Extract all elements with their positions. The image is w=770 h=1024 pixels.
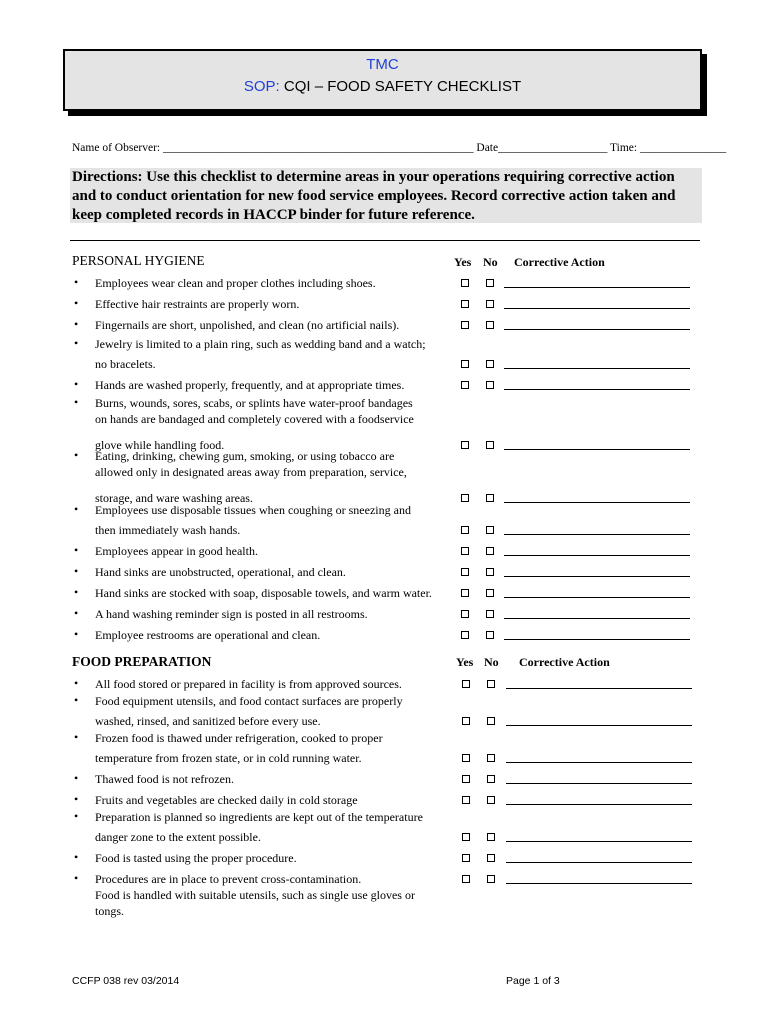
sop-title — [65, 78, 700, 95]
bullet-icon: • — [74, 275, 79, 289]
ph-item-6-line-2: on hands are bandaged and completely covered with a foodservice — [95, 412, 414, 426]
fp-item-2-corrective-action-field[interactable] — [506, 725, 692, 726]
ph-item-13-corrective-action-field[interactable] — [504, 639, 690, 640]
fp-item-4-no-checkbox[interactable] — [487, 775, 495, 783]
ph-item-8-no-checkbox[interactable] — [486, 526, 494, 534]
time-field[interactable]: Time: _______________ — [610, 142, 727, 154]
sop-label: SOP: — [243, 78, 280, 95]
ph-item-13-yes-checkbox[interactable] — [461, 631, 469, 639]
ph-item-3-no-checkbox[interactable] — [486, 321, 494, 329]
fp-item-5-corrective-action-field[interactable] — [506, 804, 692, 805]
bullet-icon: • — [74, 606, 79, 620]
bullet-icon: • — [74, 809, 79, 823]
directions-line-2: and to conduct orientation for new food service employees. Record corrective action taken and — [72, 188, 676, 204]
ph-item-6-line-1: Burns, wounds, sores, scabs, or splints have water-proof bandages — [95, 396, 413, 410]
bullet-icon: • — [74, 395, 79, 409]
ph-item-12-no-checkbox[interactable] — [486, 610, 494, 618]
col-head-no: No — [483, 255, 498, 269]
section-title-personal-hygiene: PERSONAL HYGIENE — [72, 253, 205, 268]
ph-item-3-yes-checkbox[interactable] — [461, 321, 469, 329]
page-number: Page 1 of 3 — [506, 975, 560, 987]
title-box — [63, 49, 702, 111]
ph-item-5-corrective-action-field[interactable] — [504, 389, 690, 390]
col-head-corrective-action-2: Corrective Action — [519, 655, 610, 669]
ph-item-11-yes-checkbox[interactable] — [461, 589, 469, 597]
ph-item-6-line-3: glove while handling food. — [95, 438, 225, 452]
fp-item-7-corrective-action-field[interactable] — [506, 862, 692, 863]
ph-item-13-line-1: Employee restrooms are operational and clean. — [95, 628, 321, 642]
fp-item-2-no-checkbox[interactable] — [487, 717, 495, 725]
bullet-icon: • — [74, 676, 79, 690]
bullet-icon: • — [74, 771, 79, 785]
fp-item-7-line-1: Food is tasted using the proper procedure. — [95, 851, 297, 865]
form-id: CCFP 038 rev 03/2014 — [72, 975, 180, 987]
bullet-icon: • — [74, 871, 79, 885]
fp-item-5-no-checkbox[interactable] — [487, 796, 495, 804]
ph-item-13-no-checkbox[interactable] — [486, 631, 494, 639]
ph-item-5-yes-checkbox[interactable] — [461, 381, 469, 389]
ph-item-6-corrective-action-field[interactable] — [504, 449, 690, 450]
directions-block — [70, 168, 702, 223]
ph-item-9-yes-checkbox[interactable] — [461, 547, 469, 555]
fp-item-1-no-checkbox[interactable] — [487, 680, 495, 688]
ph-item-4-corrective-action-field[interactable] — [504, 368, 690, 369]
ph-item-9-no-checkbox[interactable] — [486, 547, 494, 555]
bullet-icon: • — [74, 502, 79, 516]
ph-item-1-line-1: Employees wear clean and proper clothes including shoes. — [95, 276, 376, 290]
fp-item-3-no-checkbox[interactable] — [487, 754, 495, 762]
observer-line — [72, 142, 726, 154]
ph-item-7-line-2: allowed only in designated areas away from preparation, service, — [95, 465, 407, 479]
ph-item-4-no-checkbox[interactable] — [486, 360, 494, 368]
sop-title-text: CQI – FOOD SAFETY CHECKLIST — [283, 78, 522, 95]
fp-item-5-yes-checkbox[interactable] — [462, 796, 470, 804]
fp-item-6-line-2: danger zone to the extent possible. — [95, 830, 261, 844]
fp-item-8-yes-checkbox[interactable] — [462, 875, 470, 883]
fp-item-6-no-checkbox[interactable] — [487, 833, 495, 841]
ph-item-5-no-checkbox[interactable] — [486, 381, 494, 389]
col-head-corrective-action: Corrective Action — [514, 255, 605, 269]
fp-item-1-line-1: All food stored or prepared in facility is from approved sources. — [95, 677, 402, 691]
bullet-icon: • — [74, 296, 79, 310]
ph-item-2-corrective-action-field[interactable] — [504, 308, 690, 309]
ph-item-10-corrective-action-field[interactable] — [504, 576, 690, 577]
ph-item-7-no-checkbox[interactable] — [486, 494, 494, 502]
ph-item-3-line-1: Fingernails are short, unpolished, and clean (no artificial nails). — [95, 318, 400, 332]
ph-item-1-corrective-action-field[interactable] — [504, 287, 690, 288]
ph-item-7-line-3: storage, and ware washing areas. — [95, 491, 253, 505]
fp-item-3-line-2: temperature from frozen state, or in cold running water. — [95, 751, 362, 765]
bullet-icon: • — [74, 564, 79, 578]
fp-item-6-yes-checkbox[interactable] — [462, 833, 470, 841]
bullet-icon: • — [74, 377, 79, 391]
fp-item-8-line-3: tongs. — [95, 904, 125, 918]
divider — [70, 240, 700, 241]
ph-item-11-corrective-action-field[interactable] — [504, 597, 690, 598]
col-head-no-2: No — [484, 655, 499, 669]
fp-item-3-line-1: Frozen food is thawed under refrigeration, cooked to proper — [95, 731, 383, 745]
ph-item-9-line-1: Employees appear in good health. — [95, 544, 258, 558]
ph-item-11-no-checkbox[interactable] — [486, 589, 494, 597]
ph-item-2-yes-checkbox[interactable] — [461, 300, 469, 308]
observer-name-field[interactable]: Name of Observer: ______________________________________________________ — [72, 142, 474, 154]
fp-item-6-line-1: Preparation is planned so ingredients are kept out of the temperature — [95, 810, 423, 824]
fp-item-3-yes-checkbox[interactable] — [462, 754, 470, 762]
bullet-icon: • — [74, 693, 79, 707]
ph-item-2-line-1: Effective hair restraints are properly worn. — [95, 297, 300, 311]
org-title: TMC — [366, 56, 399, 73]
fp-item-8-line-2: Food is handled with suitable utensils, such as single use gloves or — [95, 888, 415, 902]
col-head-yes: Yes — [454, 255, 472, 269]
bullet-icon: • — [74, 850, 79, 864]
col-head-yes-2: Yes — [456, 655, 474, 669]
ph-item-12-line-1: A hand washing reminder sign is posted in all restrooms. — [95, 607, 368, 621]
ph-item-3-corrective-action-field[interactable] — [504, 329, 690, 330]
bullet-icon: • — [74, 792, 79, 806]
fp-item-4-corrective-action-field[interactable] — [506, 783, 692, 784]
ph-item-1-no-checkbox[interactable] — [486, 279, 494, 287]
ph-item-7-yes-checkbox[interactable] — [461, 494, 469, 502]
ph-item-2-no-checkbox[interactable] — [486, 300, 494, 308]
bullet-icon: • — [74, 730, 79, 744]
fp-item-1-corrective-action-field[interactable] — [506, 688, 692, 689]
ph-item-4-line-2: no bracelets. — [95, 357, 156, 371]
fp-item-5-line-1: Fruits and vegetables are checked daily in cold storage — [95, 793, 358, 807]
fp-item-4-yes-checkbox[interactable] — [462, 775, 470, 783]
ph-item-12-corrective-action-field[interactable] — [504, 618, 690, 619]
ph-item-7-corrective-action-field[interactable] — [504, 502, 690, 503]
fp-item-2-line-1: Food equipment utensils, and food contact surfaces are properly — [95, 694, 403, 708]
bullet-icon: • — [74, 627, 79, 641]
date-field[interactable]: Date___________________ — [476, 142, 608, 154]
ph-item-4-line-1: Jewelry is limited to a plain ring, such as wedding band and a watch; — [95, 337, 426, 351]
ph-item-4-yes-checkbox[interactable] — [461, 360, 469, 368]
bullet-icon: • — [74, 543, 79, 557]
bullet-icon: • — [74, 585, 79, 599]
fp-item-2-yes-checkbox[interactable] — [462, 717, 470, 725]
ph-item-8-line-1: Employees use disposable tissues when coughing or sneezing and — [95, 503, 411, 517]
ph-item-12-yes-checkbox[interactable] — [461, 610, 469, 618]
ph-item-10-line-1: Hand sinks are unobstructed, operational, and clean. — [95, 565, 346, 579]
fp-item-8-line-1: Procedures are in place to prevent cross-contamination. — [95, 872, 362, 886]
bullet-icon: • — [74, 448, 79, 462]
fp-item-7-yes-checkbox[interactable] — [462, 854, 470, 862]
fp-item-3-corrective-action-field[interactable] — [506, 762, 692, 763]
directions-line-1: Directions: Use this checklist to determine areas in your operations requiring corrective action — [72, 169, 675, 185]
section-title-food-preparation: FOOD PREPARATION — [72, 654, 212, 669]
fp-item-4-line-1: Thawed food is not refrozen. — [95, 772, 234, 786]
ph-item-11-line-1: Hand sinks are stocked with soap, disposable towels, and warm water. — [95, 586, 432, 600]
fp-item-8-corrective-action-field[interactable] — [506, 883, 692, 884]
ph-item-5-line-1: Hands are washed properly, frequently, and at appropriate times. — [95, 378, 405, 392]
ph-item-1-yes-checkbox[interactable] — [461, 279, 469, 287]
ph-item-7-line-1: Eating, drinking, chewing gum, smoking, or using tobacco are — [95, 449, 395, 463]
fp-item-1-yes-checkbox[interactable] — [462, 680, 470, 688]
ph-item-10-no-checkbox[interactable] — [486, 568, 494, 576]
ph-item-6-yes-checkbox[interactable] — [461, 441, 469, 449]
bullet-icon: • — [74, 336, 79, 350]
ph-item-6-no-checkbox[interactable] — [486, 441, 494, 449]
fp-item-6-corrective-action-field[interactable] — [506, 841, 692, 842]
ph-item-10-yes-checkbox[interactable] — [461, 568, 469, 576]
fp-item-8-no-checkbox[interactable] — [487, 875, 495, 883]
ph-item-8-corrective-action-field[interactable] — [504, 534, 690, 535]
ph-item-8-line-2: then immediately wash hands. — [95, 523, 241, 537]
bullet-icon: • — [74, 317, 79, 331]
fp-item-7-no-checkbox[interactable] — [487, 854, 495, 862]
directions-line-3: keep completed records in HACCP binder for future reference. — [72, 207, 475, 223]
ph-item-9-corrective-action-field[interactable] — [504, 555, 690, 556]
fp-item-2-line-2: washed, rinsed, and sanitized before every use. — [95, 714, 321, 728]
ph-item-8-yes-checkbox[interactable] — [461, 526, 469, 534]
